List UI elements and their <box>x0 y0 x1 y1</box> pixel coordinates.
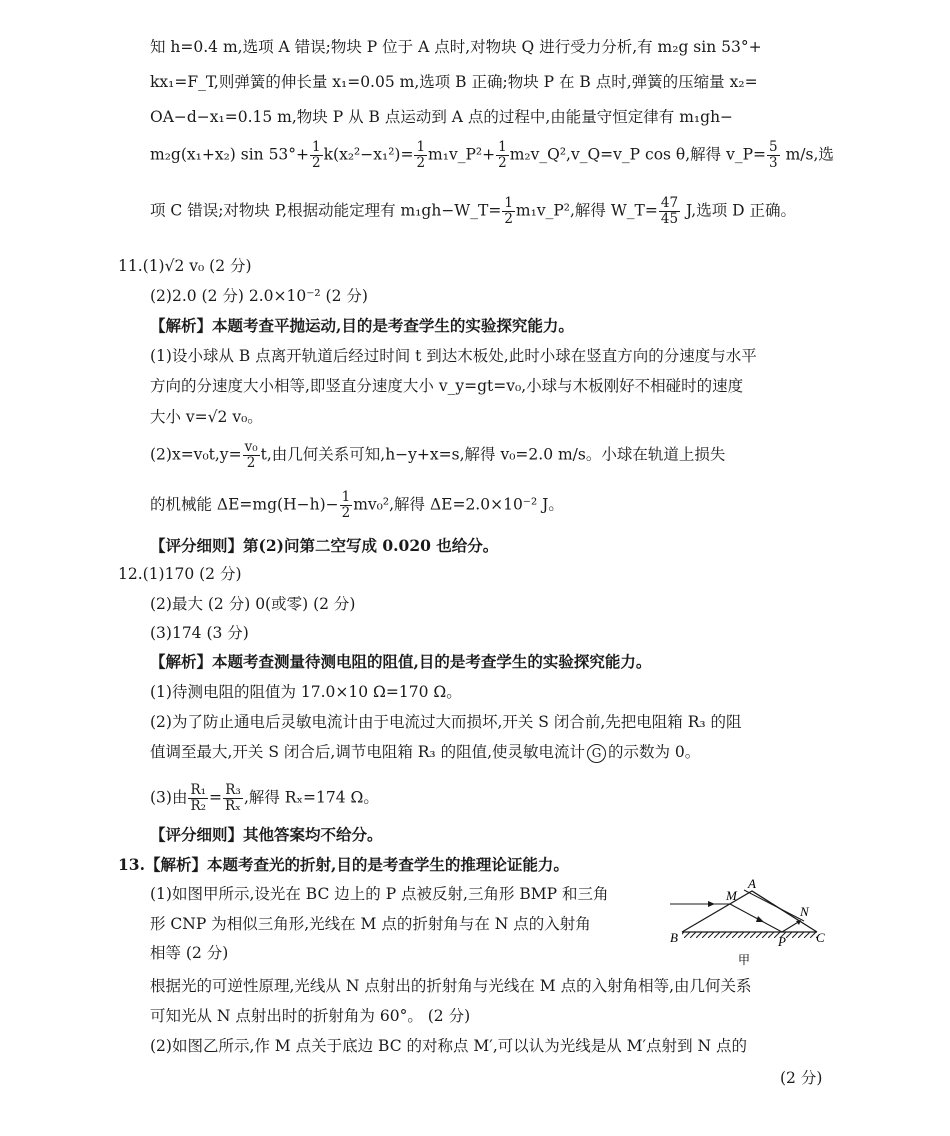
fraction: $\frac{\text{R₁}}{\text{R₂}}$ <box>190 782 207 814</box>
figure-jia <box>660 878 840 968</box>
label-c: C <box>816 930 825 945</box>
triangle-edges <box>682 891 817 932</box>
fraction: $\frac{5}{3}$ <box>769 139 778 171</box>
fraction: $\frac{1}{2}$ <box>504 195 513 227</box>
text-line <box>150 740 700 763</box>
text: m₁v_P²,解得 W_T= <box>515 201 658 220</box>
text: t,由几何关系可知,h−y+x=s,解得 v₀=2.0 m/s。小球在轨道上损失 <box>260 445 726 464</box>
text-line <box>150 140 834 171</box>
q12-scoring-rule: 【评分细则】其他答案均不给分。 <box>150 825 383 844</box>
q11-analysis-heading: 【解析】本题考查平抛运动,目的是考查学生的实验探究能力。 <box>150 316 574 335</box>
text-line: (1)如图甲所示,设光在 BC 边上的 P 点被反射,三角形 BMP 和三角 <box>150 885 609 903</box>
text-line: (2)为了防止通电后灵敏电流计由于电流过大而损坏,开关 S 闭合前,先把电阻箱 R₃ 的阻 <box>150 713 742 731</box>
q12-answer-3: (3)174 (3 分) <box>150 624 249 642</box>
text: 值调至最大,开关 S 闭合后,调节电阻箱 R₃ 的阻值,使灵敏电流计 <box>150 743 585 761</box>
text-line <box>150 783 379 814</box>
text-line: 相等 (2 分) <box>150 944 229 962</box>
text: m₁v_P²+ <box>428 145 496 164</box>
q12-analysis-heading: 【解析】本题考查测量待测电阻的阻值,目的是考查学生的实验探究能力。 <box>150 652 652 671</box>
arrow-head <box>708 901 715 907</box>
text-line: 知 h=0.4 m,选项 A 错误;物块 P 位于 A 点时,对物块 Q 进行受力分析,有 m₂g sin 53°+ <box>150 38 762 56</box>
refracted-ray <box>730 904 782 932</box>
fraction: $\frac{\text{R₃}}{\text{Rₓ}}$ <box>225 782 241 814</box>
text-line: kx₁=F_T,则弹簧的伸长量 x₁=0.05 m,选项 B 正确;物块 P 在 B 点时,弹簧的压缩量 x₂= <box>150 73 758 91</box>
text: m₂v_Q²,v_Q=v_P cos θ,解得 v_P= <box>509 145 767 164</box>
q11-answer-2: (2)2.0 (2 分) 2.0×10⁻² (2 分) <box>150 287 368 305</box>
fraction: $\frac{47}{45}$ <box>660 195 679 227</box>
text: (3)由 <box>150 788 188 807</box>
text-line <box>150 440 725 471</box>
text: J,选项 D 正确。 <box>681 201 796 220</box>
hatched-base <box>682 932 817 938</box>
fraction: $\frac{1}{2}$ <box>341 489 351 521</box>
arrow-head <box>756 916 764 922</box>
text: 的机械能 ΔE=mg(H−h)− <box>150 495 339 514</box>
label-m: M <box>726 888 737 903</box>
text-line: (2)如图乙所示,作 M 点关于底边 BC 的对称点 M′,可以认为光线是从 M′点射到 N 点的 <box>150 1037 747 1055</box>
text-line: 方向的分速度大小相等,即竖直分速度大小 v_y=gt=v₀,小球与木板刚好不相碰时的速度 <box>150 377 744 395</box>
text-line: 根据光的可逆性原理,光线从 N 点射出的折射角与光线在 M 点的入射角相等,由几何关系 <box>150 977 752 995</box>
fraction: $\frac{\text{v₀}}{2}$ <box>244 439 258 471</box>
label-n: N <box>800 904 809 919</box>
text: mv₀²,解得 ΔE=2.0×10⁻² J。 <box>353 495 564 514</box>
text: ,解得 Rₓ=174 Ω。 <box>243 788 379 807</box>
text: 项 C 错误;对物块 P,根据动能定理有 m₁gh−W_T= <box>150 201 502 220</box>
text-line: (1)待测电阻的阻值为 17.0×10 Ω=170 Ω。 <box>150 683 462 701</box>
text-line: 大小 v=√2 v₀。 <box>150 408 263 426</box>
text: m/s,选 <box>780 145 834 164</box>
text-line: 可知光从 N 点射出时的折射角为 60°。 (2 分) <box>150 1007 471 1025</box>
figure-caption: 甲 <box>738 953 751 967</box>
q12-answer-1: 12.(1)170 (2 分) <box>118 565 242 583</box>
fraction: $\frac{1}{2}$ <box>498 139 507 171</box>
label-a: A <box>748 878 756 891</box>
text-line <box>150 490 564 521</box>
fraction: $\frac{1}{2}$ <box>312 139 321 171</box>
q11-scoring-rule: 【评分细则】第(2)问第二空写成 0.020 也给分。 <box>150 536 499 555</box>
text: = <box>209 788 223 807</box>
text: (2)x=v₀t,y= <box>150 445 242 464</box>
text-line: 形 CNP 为相似三角形,光线在 M 点的折射角与在 N 点的入射角 <box>150 915 591 933</box>
text-line <box>150 196 796 227</box>
text: 的示数为 0。 <box>608 743 701 761</box>
label-b: B <box>670 930 678 945</box>
q13-analysis-heading: 13.【解析】本题考查光的折射,目的是考查学生的推理论证能力。 <box>118 855 569 874</box>
text-line: (1)设小球从 B 点离开轨道后经过时间 t 到达木板处,此时小球在竖直方向的分速度与水平 <box>150 347 757 365</box>
q12-answer-2: (2)最大 (2 分) 0(或零) (2 分) <box>150 595 356 613</box>
q11-answer-1: 11.(1)√2 v₀ (2 分) <box>118 257 252 275</box>
galvanometer-symbol: G <box>587 744 606 763</box>
text: k(x₂²−x₁²)= <box>323 145 414 164</box>
text-line: OA−d−x₁=0.15 m,物块 P 从 B 点运动到 A 点的过程中,由能量守恒定律有 m₁gh− <box>150 108 734 126</box>
score-note: (2 分) <box>780 1069 823 1087</box>
text: m₂g(x₁+x₂) sin 53°+ <box>150 145 310 164</box>
label-p: P <box>778 934 786 949</box>
fraction: $\frac{1}{2}$ <box>416 139 426 171</box>
